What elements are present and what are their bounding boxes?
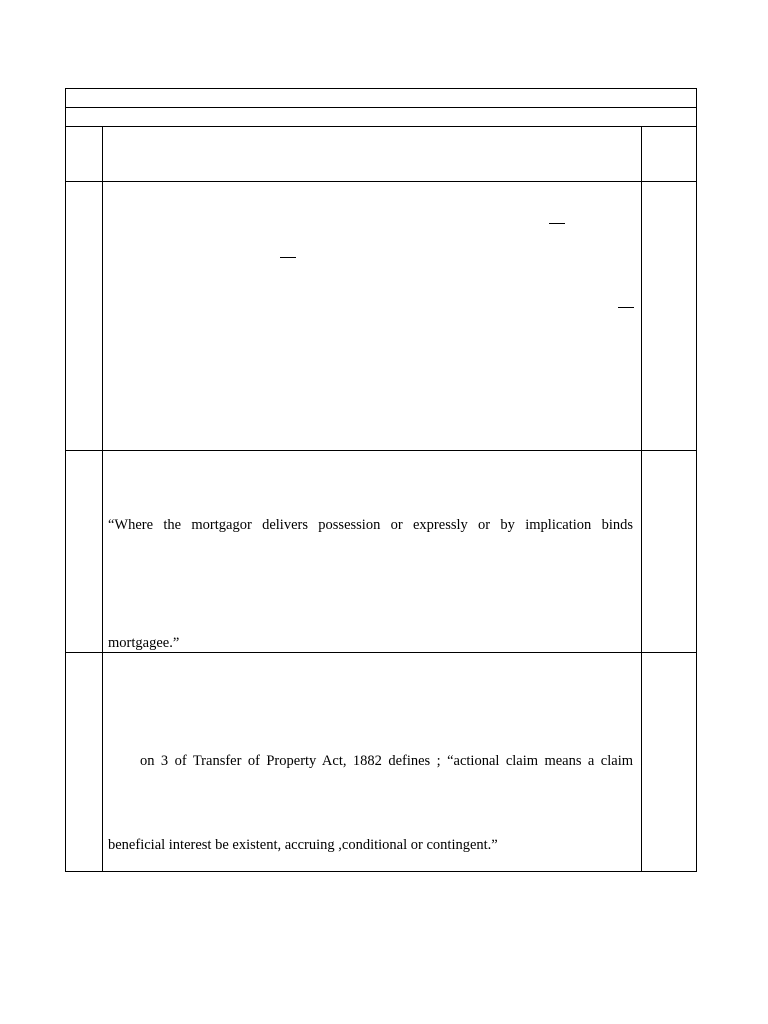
quote-line-mortgagee: mortgagee.” (108, 635, 180, 651)
dash-mark-3 (618, 307, 634, 308)
column-divider-left (102, 126, 103, 872)
dash-mark-2 (280, 257, 296, 258)
row-divider-4 (65, 450, 697, 451)
row-divider-1 (65, 107, 697, 108)
quote-line-mortgagor: “Where the mortgagor delivers possession or expressly or by implication binds (108, 517, 633, 533)
column-divider-right (641, 126, 642, 872)
section-line-actionable-claim: on 3 of Transfer of Property Act, 1882 defines ; “actional claim means a claim (140, 753, 633, 769)
dash-mark-1 (549, 223, 565, 224)
section-line-beneficial-interest: beneficial interest be existent, accruing ,conditional or contingent.” (108, 837, 498, 853)
row-divider-2 (65, 126, 697, 127)
row-divider-3 (65, 181, 697, 182)
row-divider-5 (65, 652, 697, 653)
